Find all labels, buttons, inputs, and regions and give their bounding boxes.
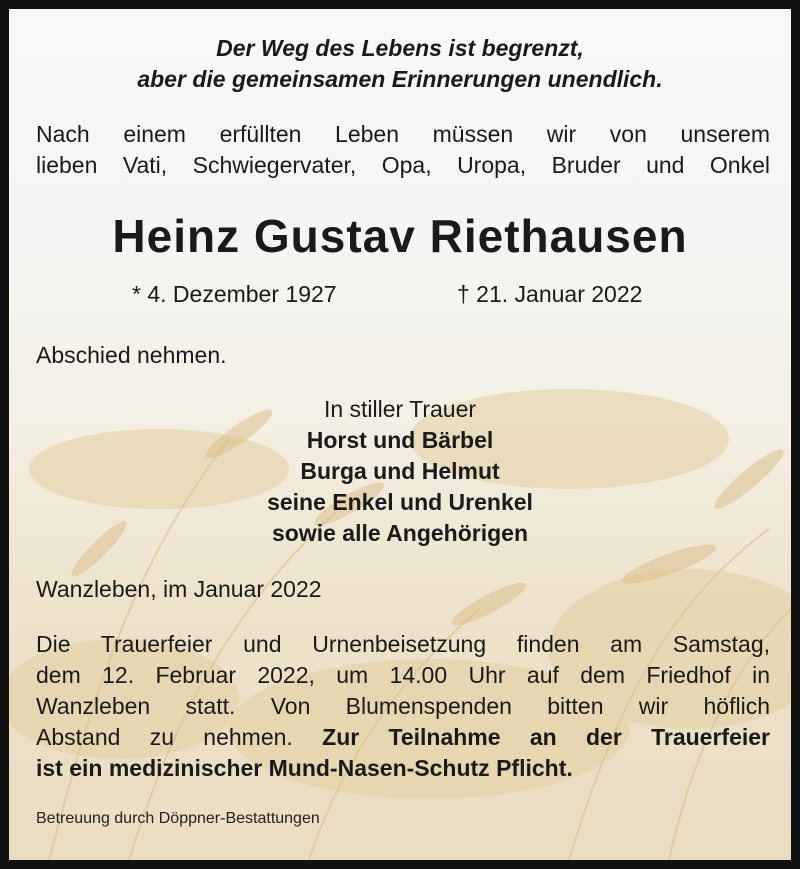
intro-line: Nach einem erfüllten Leben müssen wir von unserem bbox=[36, 121, 770, 147]
mourner-name: sowie alle Angehörigen bbox=[271, 520, 529, 546]
funeral-line: dem 12. Februar 2022, um 14.00 Uhr auf dem Friedhof in bbox=[36, 662, 770, 688]
funeral-line-regular: Abstand zu nehmen. bbox=[36, 724, 293, 750]
funeral-line bbox=[36, 753, 770, 784]
funeral-line bbox=[36, 722, 770, 753]
funeral-mask-notice: Zur Teilnahme an der Trauerfeier bbox=[322, 724, 771, 750]
obituary-content bbox=[9, 9, 791, 860]
mourner-name: Burga und Helmut bbox=[300, 458, 500, 484]
mourners-block bbox=[9, 394, 791, 549]
mourner-name: seine Enkel und Urenkel bbox=[267, 489, 533, 515]
deceased-name: Heinz Gustav Riethausen bbox=[112, 210, 688, 262]
place-date: Wanzleben, im Januar 2022 bbox=[36, 576, 322, 602]
farewell-text: Abschied nehmen. bbox=[36, 342, 227, 368]
mourner-name: Horst und Bärbel bbox=[306, 427, 494, 453]
funeral-notice bbox=[36, 629, 770, 784]
funeral-line: Die Trauerfeier und Urnenbeisetzung finden am Samstag, bbox=[36, 631, 770, 657]
intro-line: lieben Vati, Schwiegervater, Opa, Uropa, Bruder und Onkel bbox=[36, 152, 770, 178]
birth-date: * 4. Dezember 1927 bbox=[132, 281, 337, 307]
motto-line: Der Weg des Lebens ist begrenzt, bbox=[216, 35, 584, 61]
funeral-mask-notice: ist ein medizinischer Mund-Nasen-Schutz Pflicht. bbox=[36, 755, 573, 781]
undertaker-credit: Betreuung durch Döppner-Bestattungen bbox=[36, 810, 320, 827]
mourners-heading: In stiller Trauer bbox=[323, 396, 477, 422]
motto-line: aber die gemeinsamen Erinnerungen unendlich. bbox=[137, 66, 663, 92]
death-date: † 21. Januar 2022 bbox=[457, 281, 643, 307]
funeral-line: Wanzleben statt. Von Blumenspenden bitten wir höflich bbox=[36, 693, 770, 719]
intro-text bbox=[36, 119, 770, 181]
motto bbox=[9, 33, 791, 95]
